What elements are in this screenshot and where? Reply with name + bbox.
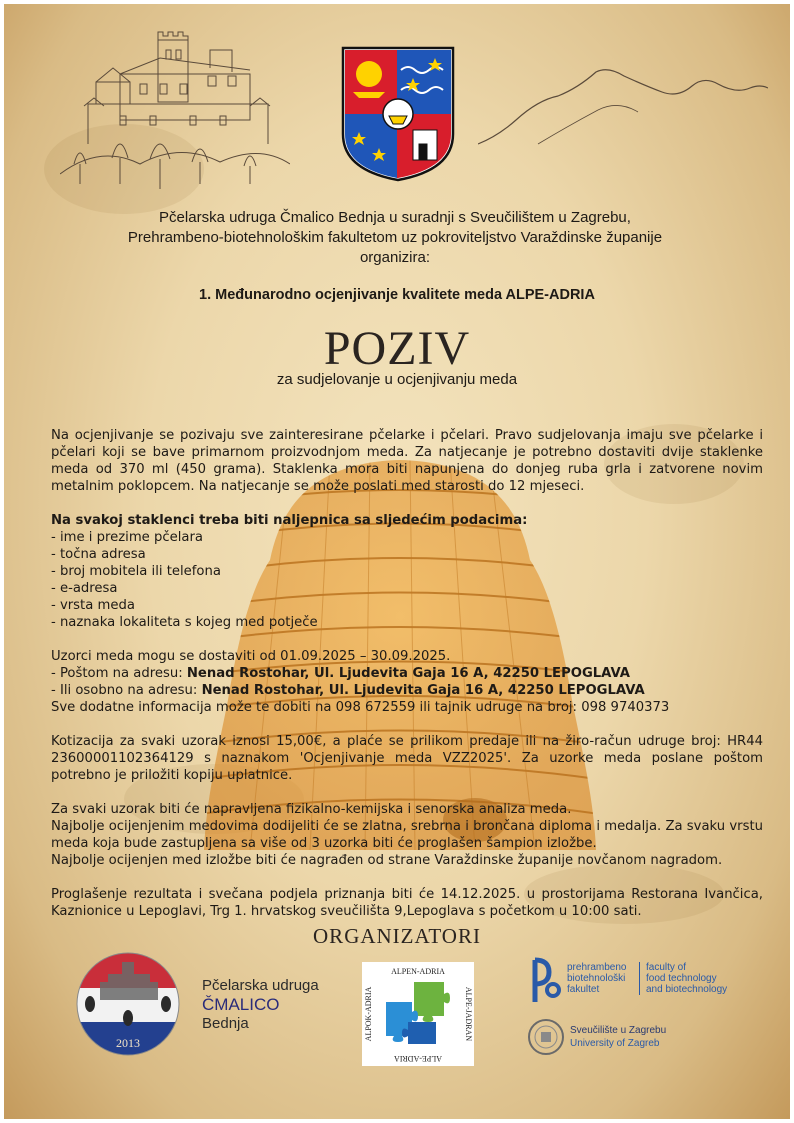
paragraph-announcement: Proglašenje rezultata i svečana podjela priznanja biti će 14.12.2025. u prostorijama Restorana Ivančica, Kaznionice u Lepoglavi, Trg 1. hrvatskog sveučilišta 9,Lepoglava s početkom u 10:00 sati.	[51, 887, 763, 919]
alpe-bottom-label: ALPE-ADRIA	[394, 1054, 442, 1063]
list-item: - vrsta meda	[51, 598, 135, 613]
page-title: POZIV	[323, 322, 471, 375]
contact-info: Sve dodatne informacija može te dobiti na 098 672559 ili tajnik udruge na broj: 098 9740373	[51, 700, 670, 715]
club-name-line-1: Pčelarska udruga	[202, 977, 319, 994]
label-requirements-list	[51, 529, 763, 631]
intro-line-3: organizira:	[359, 249, 431, 266]
university-name	[570, 1024, 666, 1050]
hills-sketch	[478, 66, 768, 156]
club-name-line-3: Bednja	[202, 1015, 249, 1032]
pbf-mark-icon	[527, 956, 563, 1006]
pbf-logo	[527, 956, 767, 1006]
list-item: - broj mobitela ili telefona	[51, 564, 221, 579]
post-address: Nenad Rostohar, Ul. Ljudevita Gaja 16 A, 42250 LEPOGLAVA	[186, 666, 630, 681]
delivery-post: - Poštom na adresu: Nenad Rostohar, Ul. Ljudevita Gaja 16 A, 42250 LEPOGLAVA	[51, 666, 630, 681]
analysis-line-2: Najbolje ocijenjenim medovima dodijeliti će se zlatna, srebrna i brončana diploma i medalja. Za svaku vrstu meda koja bude zastupljena sa više od 3 uzorka biti će proglašen šampion izložbe.	[51, 819, 763, 851]
varazdin-county-coat-of-arms	[339, 44, 457, 184]
delivery-dates: Uzorci meda mogu se dostaviti od 01.09.2025 – 30.09.2025.	[51, 649, 451, 664]
alpe-adria-logo	[362, 962, 474, 1066]
castle-sketch	[60, 24, 290, 194]
cmalico-club-logo	[70, 952, 186, 1056]
alpe-top-label: ALPEN-ADRIA	[391, 967, 445, 976]
invitation-body	[51, 427, 763, 937]
analysis-section	[51, 801, 763, 869]
list-item: - točna adresa	[51, 547, 146, 562]
alpe-right-label: ALPE-JADRAN	[464, 986, 473, 1042]
label-heading: Na svakoj staklenci treba biti naljepnica sa sljedećim podacima:	[51, 513, 528, 528]
paragraph-fee: Kotizacija za svaki uzorak iznosi 15,00€, a plaće se prilikom predaje ili na žiro-račun udruge broj: HR44 23600001102364129 s naznakom 'Ocjenjivanje meda VZZ2025'. Za uzorke meda poslane poštom potrebno je priložiti kopiju uplatnice.	[51, 734, 763, 783]
university-seal-icon	[527, 1018, 565, 1056]
university-name-en: University of Zagreb	[570, 1038, 660, 1049]
club-name-line-2: ČMALICO	[202, 995, 280, 1014]
delivery-section	[51, 648, 763, 716]
paragraph-eligibility: Na ocjenjivanje se pozivaju sve zainteresirane pčelarke i pčelari. Pravo sudjelovanja imaju sve pčelarke i pčelari koji se bave primarnom proizvodnjom meda. Za natjecanje je potrebno dostaviti dvije staklenke meda od 370 ml (450 grama). Staklenka mora biti napunjena do donjeg ruba grla i zatvorene novim metalnim poklopcem. Na natjecanje se može poslati med starosti do 12 mjeseci.	[51, 428, 763, 494]
university-name-hr: Sveučilište u Zagrebu	[570, 1025, 667, 1036]
analysis-line-3: Najbolje ocijenjen med izložbe biti će nagrađen od strane Varaždinske županije novčanom nagradom.	[51, 853, 723, 868]
page-title-subtitle: za sudjelovanje u ocjenjivanju meda	[276, 371, 518, 388]
club-name	[202, 976, 319, 1033]
university-of-zagreb-logo	[527, 1018, 767, 1058]
intro-line-1: Pčelarska udruga Čmalico Bednja u suradnji s Sveučilištem u Zagrebu,	[159, 209, 631, 226]
list-item: - e-adresa	[51, 581, 118, 596]
list-item: - naznaka lokaliteta s kojeg med potječe	[51, 615, 318, 630]
event-subtitle: 1. Međunarodno ocjenjivanje kvalitete meda ALPE-ADRIA	[199, 287, 595, 303]
pbf-name-en: faculty of food technology and biotechnology	[639, 962, 727, 995]
organizers-title: ORGANIZATORI	[313, 924, 481, 948]
list-item: - ime i prezime pčelara	[51, 530, 203, 545]
alpe-left-label: ALPOK-ADRIA	[364, 986, 373, 1042]
intro-line-2: Prehrambeno-biotehnološkim fakultetom uz pokroviteljstvo Varaždinske županije	[127, 229, 663, 246]
analysis-line-1: Za svaki uzorak biti će napravljena fizikalno-kemijska i senorska analiza meda.	[51, 802, 572, 817]
intro-text	[30, 208, 760, 268]
pbf-name-hr: prehrambeno biotehnološki fakultet	[567, 962, 627, 995]
personal-address: Nenad Rostohar, Ul. Ljudevita Gaja 16 A, 42250 LEPOGLAVA	[201, 683, 645, 698]
club-year: 2013	[116, 1036, 140, 1050]
delivery-personal: - Ili osobno na adresu: Nenad Rostohar, Ul. Ljudevita Gaja 16 A, 42250 LEPOGLAVA	[51, 683, 645, 698]
